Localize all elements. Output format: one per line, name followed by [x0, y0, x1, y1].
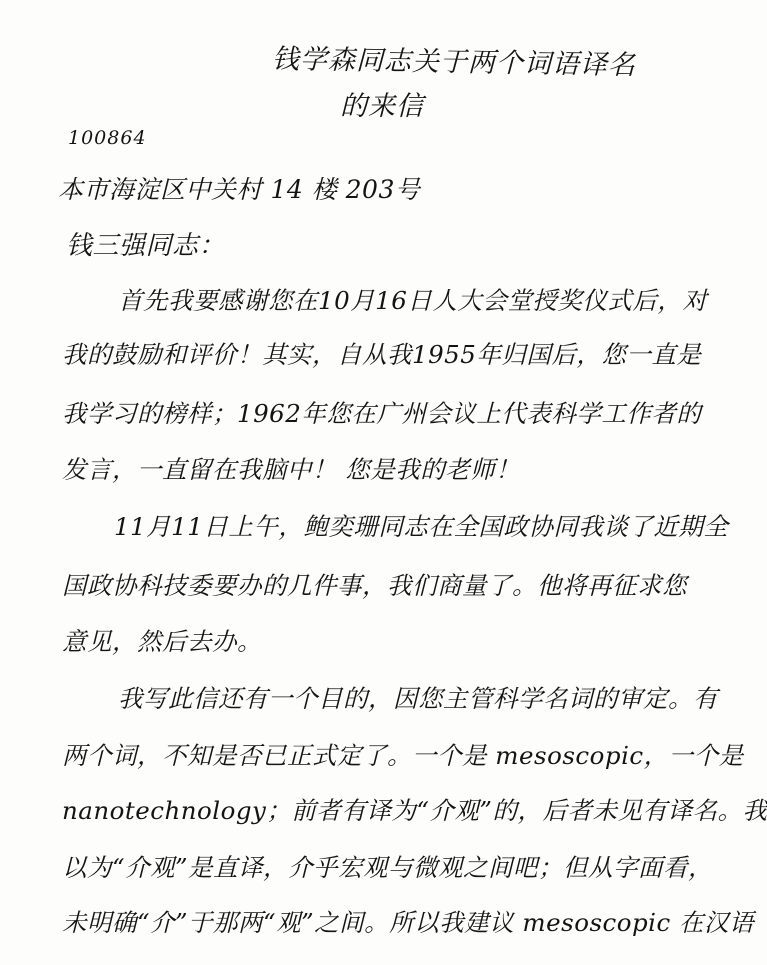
address: 本市海淀区中关村 14 楼 203号 — [58, 175, 421, 204]
body-line: 发言，一直留在我脑中！ 您是我的老师！ — [62, 455, 521, 484]
letter-title-line-2: 的来信 — [340, 91, 424, 122]
letter-title-line-1: 钱学森同志关于两个词语译名 — [271, 43, 637, 82]
body-line: 以为“介观”是直译，介乎宏观与微观之间吧；但从字面看， — [62, 853, 714, 882]
body-line: 两个词，不知是否已正式定了。一个是 mesoscopic，一个是 — [62, 741, 744, 770]
body-line: 首先我要感谢您在10月16日人大会堂授奖仪式后，对 — [118, 286, 708, 315]
body-line: 未明确“介”于那两“观”之间。所以我建议 mesoscopic 在汉语 — [62, 908, 755, 937]
body-line: nanotechnology；前者有译为“介观”的，后者未见有译名。我 — [62, 796, 767, 825]
body-line: 我学习的榜样；1962年您在广州会议上代表科学工作者的 — [62, 399, 702, 428]
body-line: 11月11日上午，鲍奕珊同志在全国政协同我谈了近期全 — [114, 512, 729, 541]
body-line: 意见，然后去办。 — [62, 627, 262, 656]
body-line: 我的鼓励和评价！其实，自从我1955年归国后，您一直是 — [62, 340, 702, 369]
body-line: 我写此信还有一个目的，因您主管科学名词的审定。有 — [118, 684, 718, 713]
salutation: 钱三强同志： — [66, 231, 226, 261]
postcode: 100864 — [68, 127, 147, 149]
body-line: 国政协科技委要办的几件事，我们商量了。他将再征求您 — [62, 571, 687, 600]
